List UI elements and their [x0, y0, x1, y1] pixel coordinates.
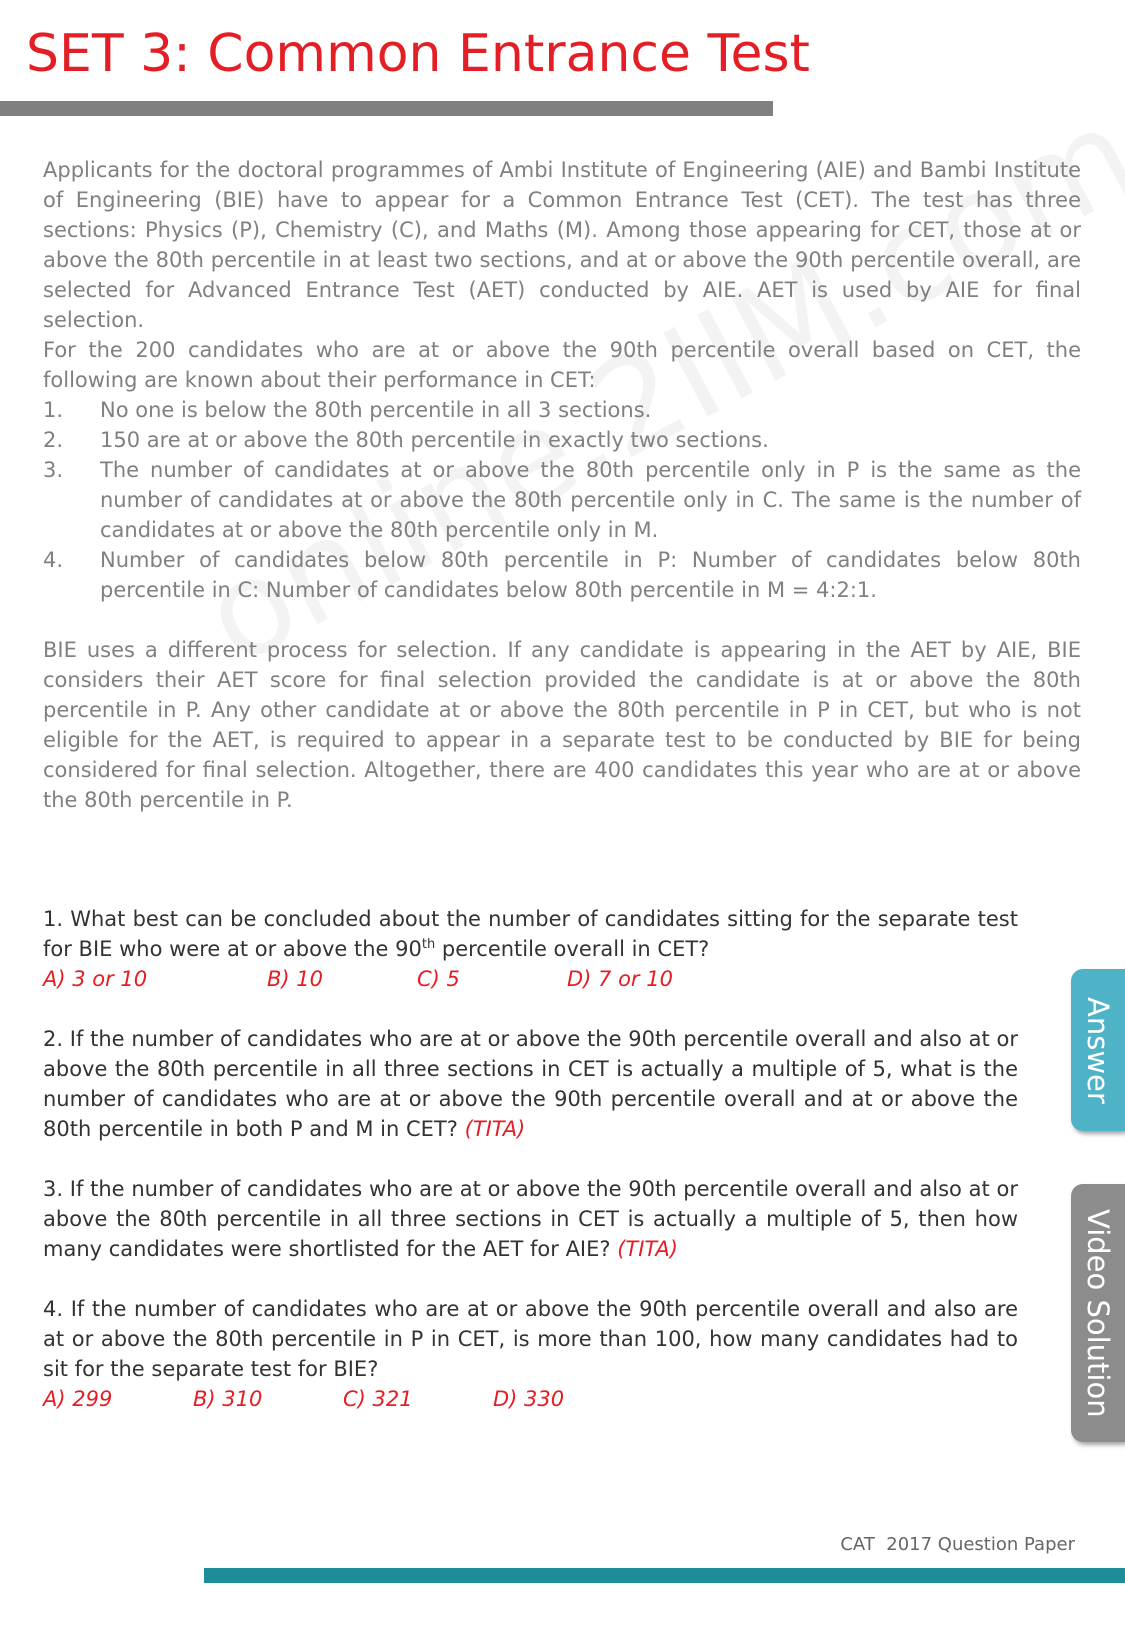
tita-tag: (TITA) — [464, 1117, 526, 1141]
option-c[interactable]: C) 5 — [417, 967, 460, 991]
option-b[interactable]: B) 310 — [193, 1387, 263, 1411]
question-3 — [43, 1174, 1018, 1264]
list-text: The number of candidates at or above the 80th percentile only in P is the same as the number of candidates at or above the 80th percentile only in C. The same is the number of candidates at or above the 80th percentile only in M. — [100, 458, 1081, 542]
list-item — [43, 425, 1081, 455]
question-2 — [43, 1024, 1018, 1144]
option-d[interactable]: D) 330 — [493, 1387, 565, 1411]
question-text: percentile overall in CET? — [435, 937, 710, 961]
passage-paragraph-2: For the 200 candidates who are at or above the 90th percentile overall based on CET, the following are known about their performance in CET: — [43, 338, 1081, 392]
answer-button[interactable] — [1071, 969, 1125, 1131]
question-1-text — [43, 904, 1018, 964]
passage-paragraph-3: BIE uses a different process for selection. If any candidate is appearing in the AET by AIE, BIE considers their AET score for final selection provided the candidate is at or above the 80th percentile in P. Any other candidate at or above the 80th percentile in P in CET, but who is not eligible for the AET, is required to appear in a separate test to be conducted by BIE for being considered for final selection. Altogether, there are 400 candidates this year who are at or above the 80th percentile in P. — [43, 638, 1081, 812]
answer-button-label: Answer — [1081, 996, 1115, 1104]
question-4 — [43, 1294, 1018, 1414]
question-1-options — [43, 964, 1018, 994]
list-item — [43, 455, 1081, 545]
tita-tag: (TITA) — [617, 1237, 678, 1261]
option-a[interactable]: A) 299 — [43, 1387, 113, 1411]
option-b[interactable]: B) 10 — [267, 967, 323, 991]
footer-bar — [204, 1568, 1125, 1583]
superscript: th — [421, 937, 436, 952]
list-item — [43, 395, 1081, 425]
list-text: No one is below the 80th percentile in all 3 sections. — [100, 398, 652, 422]
list-text: 150 are at or above the 80th percentile in exactly two sections. — [100, 428, 769, 452]
passage-paragraph-1: Applicants for the doctoral programmes of Ambi Institute of Engineering (AIE) and Bambi Institute of Engineering (BIE) have to appear for a Common Entrance Test (CET). The test has three sections: Physics (P), Chemistry (C), and Maths (M). Among those appearing for CET, those at or above the 80th percentile in at least two sections, and at or above the 90th percentile overall, are selected for Advanced Entrance Test (AET) conducted by AIE. AET is used by AIE for final selection. — [43, 158, 1081, 332]
question-2-text: 2. If the number of candidates who are at or above the 90th percentile overall and also at or above the 80th percentile in all three sections in CET is actually a multiple of 5, what is the number of candidates who are at or above the 90th percentile overall and at or above the 80th percentile in both P and M in CET? — [43, 1027, 1018, 1141]
question-text: 1. What best can be concluded about the number of candidates sitting for the separate test for BIE who were at or above the 90 — [43, 907, 1018, 961]
list-text: Number of candidates below 80th percentile in P: Number of candidates below 80th percentile in C: Number of candidates below 80th percentile in M = 4:2:1. — [100, 548, 1081, 602]
option-d[interactable]: D) 7 or 10 — [567, 967, 673, 991]
option-c[interactable]: C) 321 — [343, 1387, 413, 1411]
list-number: 1. — [43, 398, 64, 422]
question-4-options — [43, 1384, 1018, 1414]
conditions-list — [43, 395, 1081, 605]
list-number: 4. — [43, 548, 64, 572]
video-solution-button[interactable] — [1071, 1184, 1125, 1442]
question-4-text: 4. If the number of candidates who are at or above the 90th percentile overall and also are at or above the 80th percentile in P in CET, is more than 100, how many candidates had to sit for the separate test for BIE? — [43, 1297, 1018, 1381]
page-title: SET 3: Common Entrance Test — [26, 24, 810, 84]
video-solution-button-label: Video Solution — [1081, 1208, 1115, 1418]
list-number: 3. — [43, 458, 64, 482]
option-a[interactable]: A) 3 or 10 — [43, 967, 148, 991]
list-number: 2. — [43, 428, 64, 452]
question-1 — [43, 904, 1018, 994]
footer-text: CAT 2017 Question Paper — [840, 1534, 1075, 1555]
title-divider — [0, 101, 773, 116]
question-3-text: 3. If the number of candidates who are at or above the 90th percentile overall and also at or above the 80th percentile in all three sections in CET is actually a multiple of 5, then how many candidates were shortlisted for the AET for AIE? — [43, 1177, 1018, 1261]
list-item — [43, 545, 1081, 605]
